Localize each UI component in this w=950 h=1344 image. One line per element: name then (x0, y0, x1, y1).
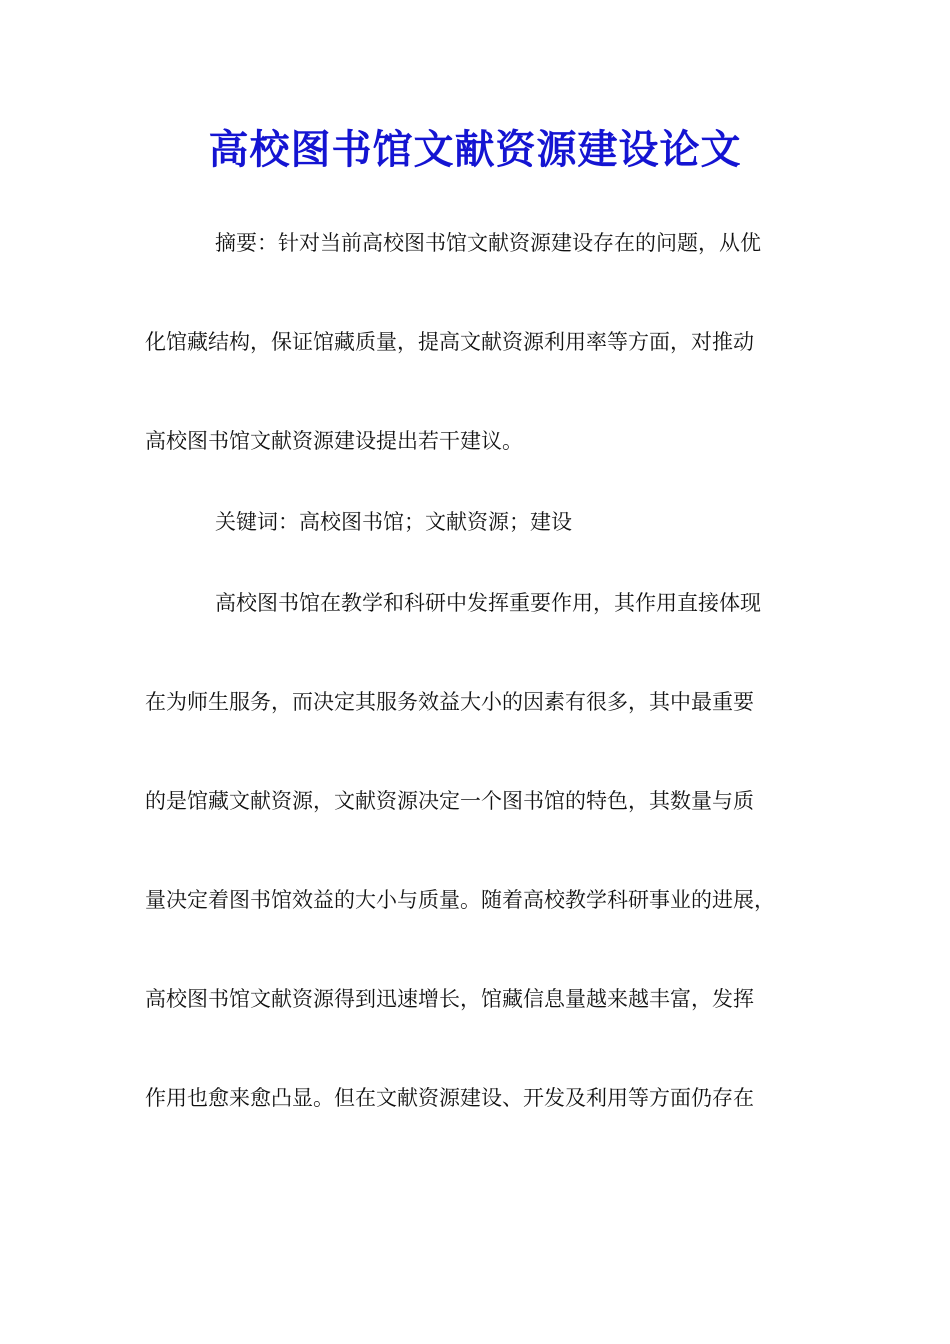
body-line: 作用也愈来愈凸显。但在文献资源建设、开发及利用等方面仍存在 (145, 1086, 754, 1110)
body-line: 高校图书馆在教学和科研中发挥重要作用，其作用直接体现 (215, 591, 761, 615)
document-title: 高校图书馆文献资源建设论文 (208, 126, 742, 173)
keywords-line: 关键词：高校图书馆；文献资源；建设 (215, 510, 572, 534)
body-line: 高校图书馆文献资源得到迅速增长，馆藏信息量越来越丰富，发挥 (145, 987, 754, 1011)
abstract-line: 高校图书馆文献资源建设提出若干建议。 (145, 429, 523, 453)
abstract-line: 摘要：针对当前高校图书馆文献资源建设存在的问题，从优 (215, 231, 761, 255)
abstract-line: 化馆藏结构，保证馆藏质量，提高文献资源利用率等方面，对推动 (145, 330, 754, 354)
body-line: 在为师生服务，而决定其服务效益大小的因素有很多，其中最重要 (145, 690, 754, 714)
body-line: 的是馆藏文献资源，文献资源决定一个图书馆的特色，其数量与质 (145, 789, 754, 813)
body-line: 量决定着图书馆效益的大小与质量。随着高校教学科研事业的进展， (145, 888, 775, 912)
